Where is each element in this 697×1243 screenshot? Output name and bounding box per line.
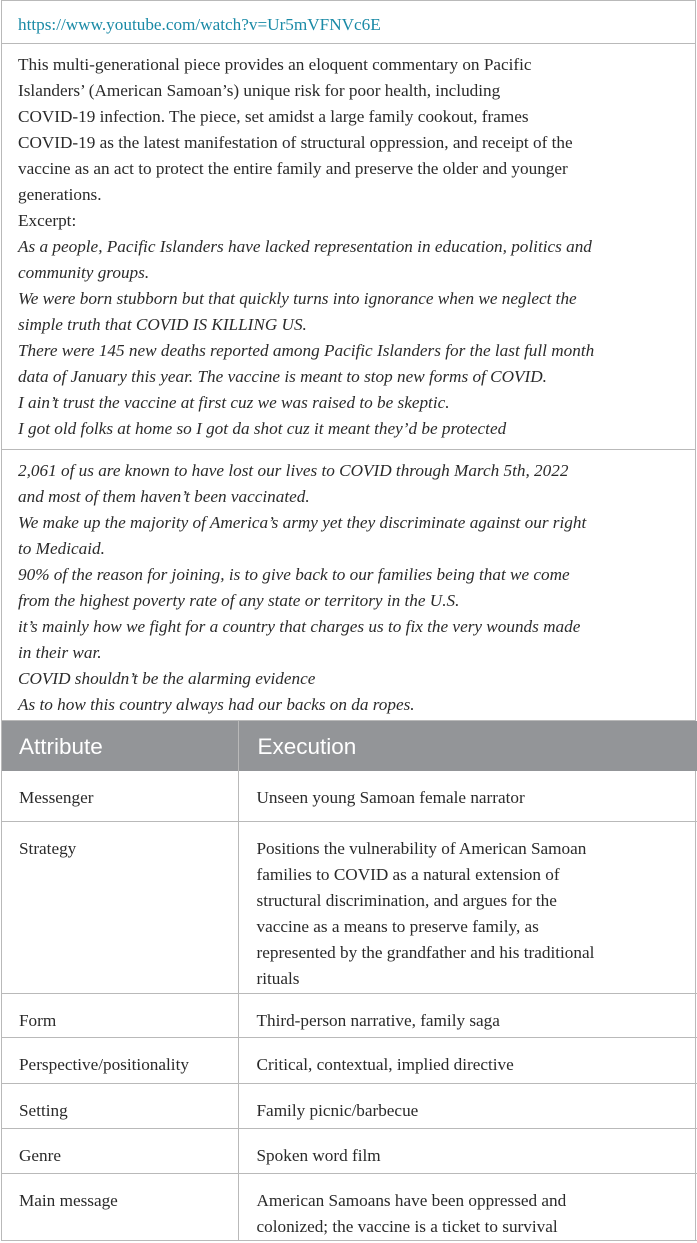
description-line: COVID-19 infection. The piece, set amidst a large family cookout, frames <box>18 107 529 126</box>
table-header-row <box>2 721 697 771</box>
table-row <box>2 993 697 1037</box>
excerpt-continued-cell <box>2 450 695 721</box>
table-row <box>2 1128 697 1173</box>
row-execution <box>238 1037 697 1083</box>
description-line: vaccine as an act to protect the entire family and preserve the older and younger <box>18 159 568 178</box>
row-execution <box>238 1173 697 1240</box>
execution-line: Positions the vulnerability of American Samoan <box>256 838 587 858</box>
execution-line: Family picnic/barbecue <box>256 1100 419 1120</box>
table-row <box>2 1037 697 1083</box>
description-line: COVID-19 as the latest manifestation of structural oppression, and receipt of the <box>18 133 573 152</box>
row-attribute: Messenger <box>2 771 238 821</box>
execution-line: represented by the grandfather and his traditional <box>256 942 595 962</box>
description-line: generations. <box>18 185 102 204</box>
execution-line: families to COVID as a natural extension of <box>256 864 560 884</box>
excerpt-line: community groups. <box>18 263 150 282</box>
row-attribute: Form <box>2 993 238 1037</box>
execution-line: Critical, contextual, implied directive <box>256 1054 514 1074</box>
description-line: Islanders’ (American Samoan’s) unique risk for poor health, including <box>18 81 501 100</box>
description-cell <box>2 44 695 450</box>
excerpt-line: it’s mainly how we fight for a country that charges us to fix the very wounds made <box>18 617 581 636</box>
excerpt-line: There were 145 new deaths reported among Pacific Islanders for the last full month <box>18 341 595 360</box>
table-row <box>2 1173 697 1240</box>
table-row <box>2 1083 697 1128</box>
row-attribute: Perspective/positionality <box>2 1037 238 1083</box>
execution-line: rituals <box>256 968 300 988</box>
description-line: This multi-generational piece provides an eloquent commentary on Pacific <box>18 55 532 74</box>
excerpt-line: I ain’t trust the vaccine at first cuz we was raised to be skeptic. <box>18 393 450 412</box>
excerpt-line: As a people, Pacific Islanders have lacked representation in education, politics and <box>18 237 592 256</box>
excerpt-line: We were born stubborn but that quickly turns into ignorance when we neglect the <box>18 289 577 308</box>
row-attribute: Genre <box>2 1128 238 1173</box>
document-page <box>1 0 696 1241</box>
execution-line: Third-person narrative, family saga <box>256 1010 500 1030</box>
excerpt-line: from the highest poverty rate of any state or territory in the U.S. <box>18 591 460 610</box>
excerpt-line: I got old folks at home so I got da shot cuz it meant they’d be protected <box>18 419 507 438</box>
table-row <box>2 821 697 993</box>
execution-line: structural discrimination, and argues for the <box>256 890 557 910</box>
excerpt-line: 2,061 of us are known to have lost our lives to COVID through March 5th, 2022 <box>18 461 569 480</box>
url-row <box>2 0 695 44</box>
header-execution: Execution <box>238 721 697 771</box>
row-execution <box>238 1083 697 1128</box>
row-attribute: Strategy <box>2 821 238 993</box>
row-attribute: Main message <box>2 1173 238 1240</box>
execution-line: Spoken word film <box>256 1145 381 1165</box>
excerpt-line: in their war. <box>18 643 102 662</box>
row-execution <box>238 1128 697 1173</box>
execution-line: vaccine as a means to preserve family, as <box>256 916 539 936</box>
header-attribute: Attribute <box>19 734 103 759</box>
excerpt-line: to Medicaid. <box>18 539 105 558</box>
execution-line: American Samoans have been oppressed and <box>256 1190 567 1210</box>
excerpt-line: data of January this year. The vaccine is meant to stop new forms of COVID. <box>18 367 547 386</box>
excerpt-line: 90% of the reason for joining, is to give back to our families being that we come <box>18 565 570 584</box>
table-row <box>2 771 697 821</box>
excerpt-line: As to how this country always had our backs on da ropes. <box>18 695 415 714</box>
excerpt-line: COVID shouldn’t be the alarming evidence <box>18 669 316 688</box>
attribute-table <box>2 721 697 1241</box>
row-execution <box>238 771 697 821</box>
excerpt-line: simple truth that COVID IS KILLING US. <box>18 315 307 334</box>
row-execution <box>238 821 697 993</box>
youtube-link[interactable]: https://www.youtube.com/watch?v=Ur5mVFNVc6E <box>18 15 381 34</box>
excerpt-line: We make up the majority of America’s army yet they discriminate against our right <box>18 513 587 532</box>
row-execution <box>238 993 697 1037</box>
row-attribute: Setting <box>2 1083 238 1128</box>
execution-line: Unseen young Samoan female narrator <box>256 788 525 807</box>
execution-line: colonized; the vaccine is a ticket to survival <box>256 1216 558 1236</box>
excerpt-label: Excerpt: <box>18 211 77 230</box>
excerpt-line: and most of them haven’t been vaccinated. <box>18 487 310 506</box>
